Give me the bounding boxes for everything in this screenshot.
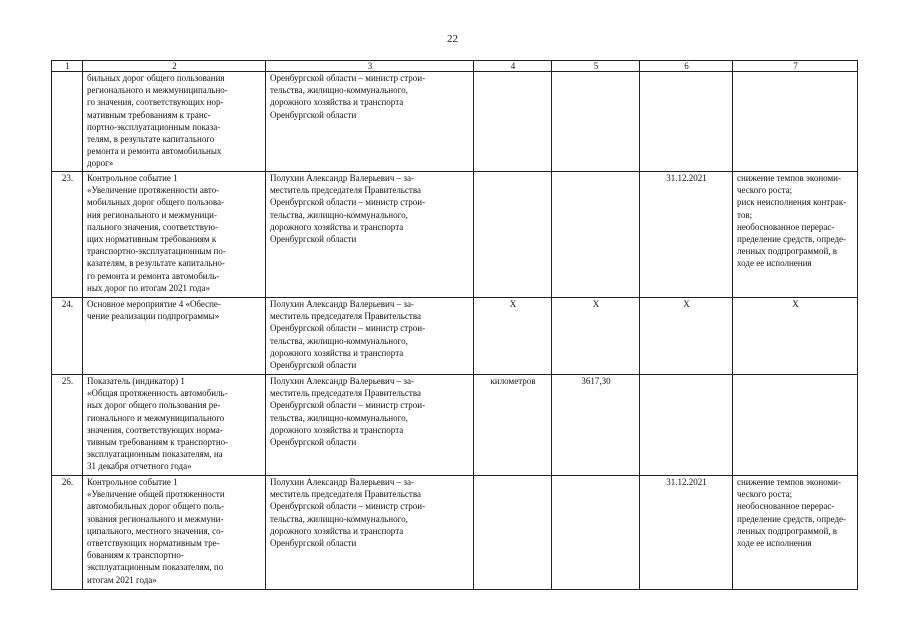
table-row — [52, 72, 858, 172]
risk-cell: Х — [733, 298, 858, 375]
responsible-person: Полухин Александр Валерьевич – за- меститель председателя Правительства Оренбургской области – министр строи- тельства, жилищно-коммунального, дорожного хозяйства и транспорта Оренбургской области — [266, 172, 474, 298]
responsible-person: Полухин Александр Валерьевич – за- меститель председателя Правительства Оренбургской области – министр строи- тельства, жилищно-коммунального, дорожного хозяйства и транспорта Оренбургской области — [266, 375, 474, 476]
table-row — [52, 476, 858, 590]
column-header: 3 — [266, 61, 474, 72]
date-cell: 31.12.2021 — [640, 172, 733, 298]
event-name: Контрольное событие 1 «Увеличение общей протяженности автомобильных дорог общего поль- зования регионального и межмуни- ципального, местного значения, со- ответствующих нормативным тре- бованиям к транспортно- эксплуатационным показателям, по итогам 2021 года» — [83, 476, 266, 590]
events-table — [51, 60, 858, 590]
unit-cell — [474, 476, 552, 590]
table-header-row — [52, 61, 858, 72]
value-cell: 3617,30 — [552, 375, 640, 476]
table-row — [52, 298, 858, 375]
row-number: 25. — [52, 375, 83, 476]
column-header: 6 — [640, 61, 733, 72]
unit-cell — [474, 172, 552, 298]
event-name: бильных дорог общего пользования регионального и межмуниципально- го значения, соответствующих нор- мативным требованиям к транс- портно-эксплуатационным показа- телям, в результате капитального ремонта и ремонта автомобильных дорог» — [83, 72, 266, 172]
row-number: 23. — [52, 172, 83, 298]
unit-cell — [474, 72, 552, 172]
value-cell — [552, 172, 640, 298]
unit-cell: километров — [474, 375, 552, 476]
responsible-person: Полухин Александр Валерьевич – за- меститель председателя Правительства Оренбургской области – министр строи- тельства, жилищно-коммунального, дорожного хозяйства и транспорта Оренбургской области — [266, 476, 474, 590]
risk-cell: снижение темпов экономи- ческого роста; необоснованное перерас- пределение средств, опреде- ленных подпрограммой, в ходе ее исполнения — [733, 476, 858, 590]
event-name: Контрольное событие 1 «Увеличение протяженности авто- мобильных дорог общего пользова- ния регионального и межмуници- пального значения, соответствую- щих нормативным требованиям к транспортно-эксплуатационным по- казателям, в результате капитально- го ремонта и ремонта автомобиль- ных дорог по итогам 2021 года» — [83, 172, 266, 298]
date-cell — [640, 72, 733, 172]
row-number — [52, 72, 83, 172]
table-row — [52, 375, 858, 476]
value-cell: Х — [552, 298, 640, 375]
date-cell: 31.12.2021 — [640, 476, 733, 590]
value-cell — [552, 476, 640, 590]
responsible-person: Полухин Александр Валерьевич – за- меститель председателя Правительства Оренбургской области – министр строи- тельства, жилищно-коммунального, дорожного хозяйства и транспорта Оренбургской области — [266, 298, 474, 375]
column-header: 5 — [552, 61, 640, 72]
event-name: Показатель (индикатор) 1 «Общая протяженность автомобиль- ных дорог общего пользования ре- гионального и межмуниципального значения, соответствующих норма- тивным требованиям к транспортно- эксплуатационным показателям, на 31 декабря отчетного года» — [83, 375, 266, 476]
row-number: 26. — [52, 476, 83, 590]
page-number: 22 — [447, 33, 458, 45]
date-cell — [640, 375, 733, 476]
row-number: 24. — [52, 298, 83, 375]
risk-cell — [733, 375, 858, 476]
event-name: Основное мероприятие 4 «Обеспе- чение реализации подпрограммы» — [83, 298, 266, 375]
column-header: 2 — [83, 61, 266, 72]
value-cell — [552, 72, 640, 172]
table-row — [52, 172, 858, 298]
risk-cell — [733, 72, 858, 172]
responsible-person: Оренбургской области – министр строи- тельства, жилищно-коммунального, дорожного хозяйства и транспорта Оренбургской области — [266, 72, 474, 172]
unit-cell: Х — [474, 298, 552, 375]
column-header: 1 — [52, 61, 83, 72]
date-cell: Х — [640, 298, 733, 375]
column-header: 7 — [733, 61, 858, 72]
risk-cell: снижение темпов экономи- ческого роста; риск неисполнения контрак- тов; необоснованное перерас- пределение средств, опреде- ленных подпрограммой, в ходе ее исполнения — [733, 172, 858, 298]
column-header: 4 — [474, 61, 552, 72]
